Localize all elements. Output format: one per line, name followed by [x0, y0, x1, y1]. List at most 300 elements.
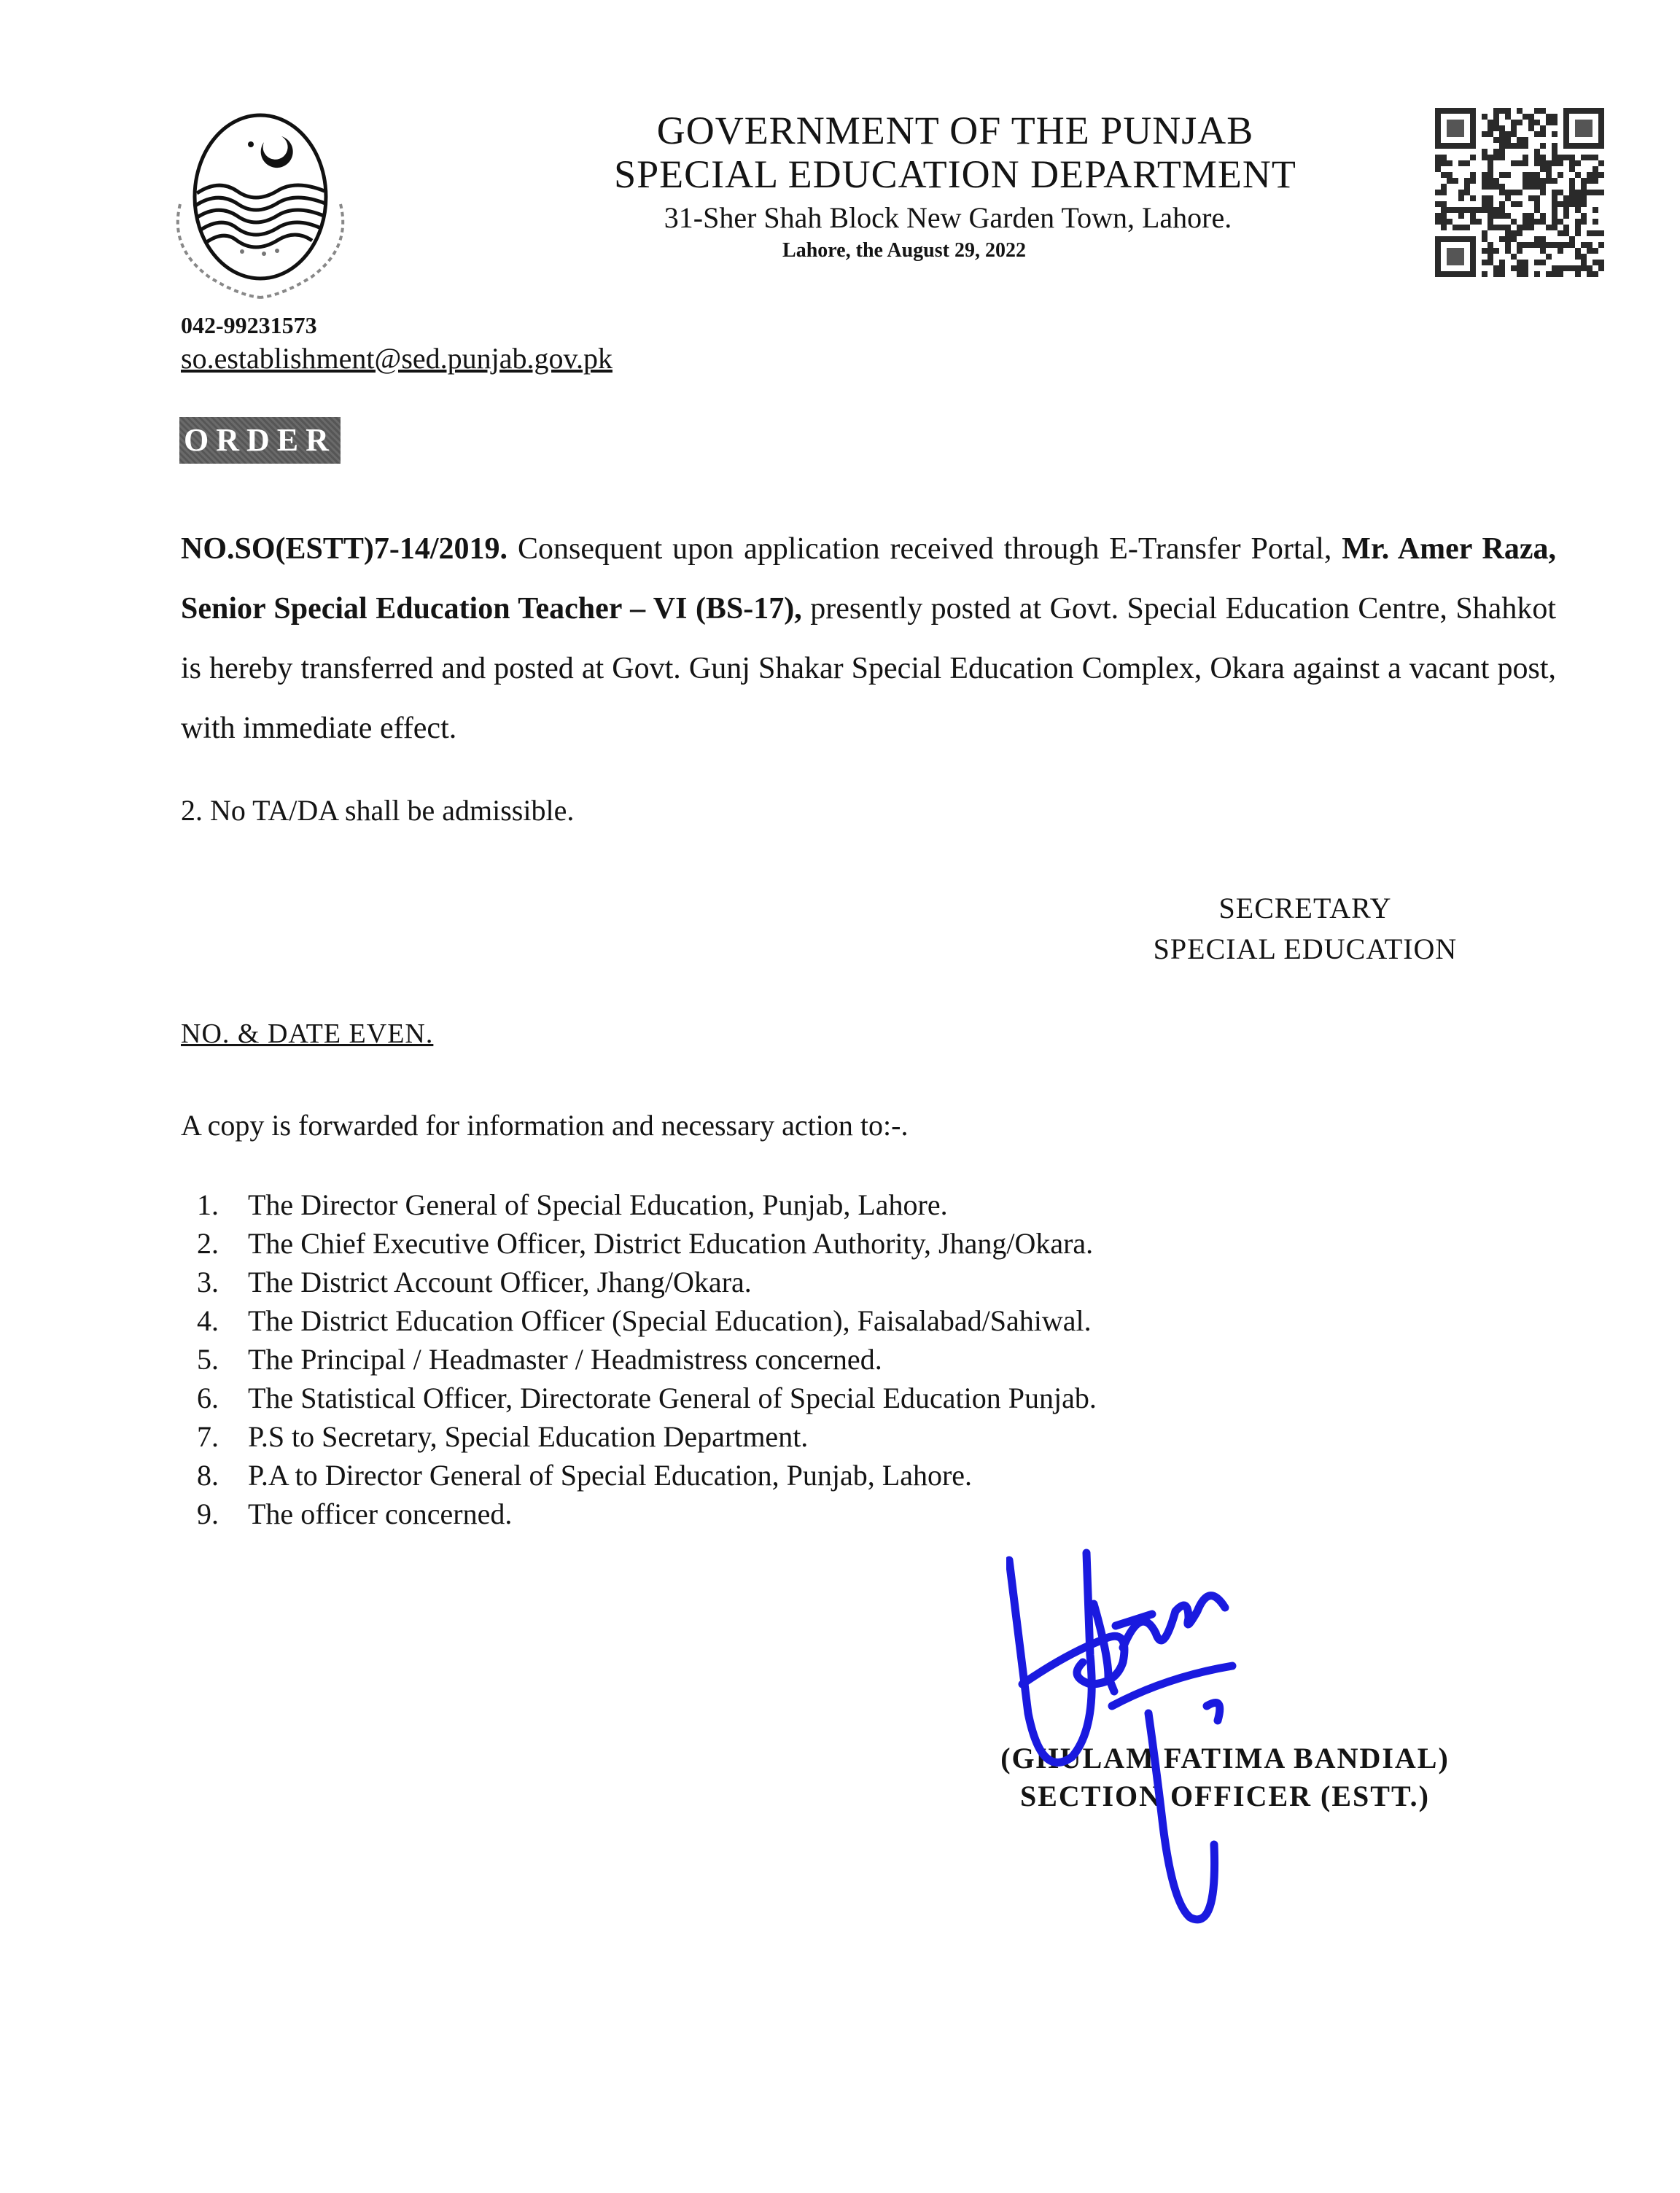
- qr-module: [1499, 143, 1505, 149]
- qr-module: [1575, 201, 1581, 207]
- qr-module: [1517, 225, 1522, 230]
- qr-module: [1540, 213, 1546, 219]
- qr-module: [1563, 230, 1569, 236]
- qr-module: [1575, 265, 1581, 271]
- qr-module: [1464, 184, 1470, 190]
- qr-module: [1540, 160, 1546, 166]
- qr-module: [1587, 248, 1592, 254]
- qr-module: [1563, 201, 1569, 207]
- qr-module: [1522, 225, 1528, 230]
- qr-module: [1517, 271, 1522, 277]
- qr-module: [1499, 131, 1505, 137]
- qr-module: [1552, 160, 1558, 166]
- qr-module: [1493, 184, 1499, 190]
- qr-module: [1552, 195, 1558, 201]
- order-text-details: presently posted at Govt. Special Education Centre, Shahkot is hereby transferred and posted at Govt. Gunj Shakar Special Education Complex, Okara against a vacant post, with immediate effect.: [181, 592, 1556, 745]
- qr-module: [1534, 108, 1540, 114]
- secretary-title: SECRETARY: [1218, 892, 1392, 924]
- qr-module: [1493, 114, 1499, 120]
- qr-module: [1534, 149, 1540, 155]
- qr-module: [1552, 225, 1558, 230]
- qr-module: [1581, 219, 1587, 225]
- qr-module: [1493, 137, 1499, 143]
- list-item: [197, 1224, 1436, 1263]
- qr-module: [1534, 131, 1540, 137]
- qr-module: [1511, 125, 1517, 131]
- list-item-text: P.S to Secretary, Special Education Department.: [248, 1420, 809, 1453]
- qr-module: [1528, 184, 1534, 190]
- qr-module: [1488, 195, 1493, 201]
- list-item: [197, 1456, 1436, 1495]
- qr-module: [1488, 160, 1493, 166]
- qr-module: [1499, 190, 1505, 195]
- qr-module: [1505, 236, 1511, 242]
- qr-module: [1482, 201, 1488, 207]
- qr-module: [1558, 172, 1563, 178]
- qr-module: [1546, 271, 1552, 277]
- qr-module: [1522, 178, 1528, 184]
- qr-module: [1493, 155, 1499, 160]
- qr-module: [1505, 248, 1511, 254]
- qr-module: [1534, 271, 1540, 277]
- qr-module: [1540, 242, 1546, 248]
- qr-module: [1534, 260, 1540, 265]
- department-address: 31-Sher Shah Block New Garden Town, Lahore.: [664, 201, 1232, 234]
- qr-module: [1546, 172, 1552, 178]
- qr-module: [1488, 178, 1493, 184]
- list-item-text: The District Education Officer (Special Education), Faisalabad/Sahiwal.: [248, 1304, 1092, 1337]
- qr-module: [1464, 207, 1470, 213]
- qr-module: [1499, 149, 1505, 155]
- qr-module: [1552, 114, 1558, 120]
- qr-finder-center: [1447, 120, 1464, 137]
- qr-module: [1522, 260, 1528, 265]
- qr-module: [1581, 213, 1587, 219]
- qr-module: [1458, 213, 1464, 219]
- qr-module: [1441, 155, 1447, 160]
- qr-module: [1482, 178, 1488, 184]
- list-item-number: 3.: [197, 1266, 219, 1298]
- qr-module: [1488, 166, 1493, 172]
- qr-module: [1441, 201, 1447, 207]
- qr-finder-center: [1575, 120, 1592, 137]
- qr-module: [1575, 172, 1581, 178]
- qr-module: [1552, 178, 1558, 184]
- qr-module: [1587, 172, 1592, 178]
- qr-module: [1517, 137, 1522, 143]
- qr-module: [1499, 108, 1505, 114]
- qr-module: [1488, 213, 1493, 219]
- qr-module: [1558, 190, 1563, 195]
- signatory-title: SECTION OFFICER (ESTT.): [1019, 1780, 1430, 1812]
- email-link[interactable]: so.establishment@sed.punjab.gov.pk: [181, 342, 612, 375]
- qr-module: [1464, 190, 1470, 195]
- qr-module: [1458, 195, 1464, 201]
- qr-module: [1569, 236, 1575, 242]
- qr-module: [1552, 219, 1558, 225]
- list-item: [197, 1263, 1436, 1301]
- qr-module: [1534, 195, 1540, 201]
- list-item-number: 9.: [197, 1497, 219, 1530]
- qr-module: [1505, 143, 1511, 149]
- qr-module: [1540, 190, 1546, 195]
- qr-module: [1546, 114, 1552, 120]
- qr-module: [1581, 254, 1587, 260]
- signatory-name: (GHULAM FATIMA BANDIAL): [1000, 1742, 1450, 1775]
- government-title: GOVERNMENT OF THE PUNJAB: [656, 109, 1254, 152]
- qr-module: [1528, 114, 1534, 120]
- qr-module: [1493, 149, 1499, 155]
- qr-module: [1540, 108, 1546, 114]
- order-text-intro: Consequent upon application received through E-Transfer Portal,: [508, 532, 1342, 566]
- qr-module: [1488, 242, 1493, 248]
- list-item: [197, 1417, 1436, 1456]
- qr-module: [1517, 143, 1522, 149]
- qr-module: [1482, 248, 1488, 254]
- qr-module: [1592, 248, 1598, 254]
- qr-module: [1435, 190, 1441, 195]
- qr-module: [1482, 131, 1488, 137]
- qr-module: [1546, 166, 1552, 172]
- qr-module: [1569, 160, 1575, 166]
- qr-module: [1452, 225, 1458, 230]
- qr-module: [1575, 190, 1581, 195]
- list-item-text: The officer concerned.: [248, 1497, 513, 1530]
- qr-module: [1511, 236, 1517, 242]
- list-item-text: The Director General of Special Education, Punjab, Lahore.: [248, 1188, 948, 1221]
- qr-module: [1511, 160, 1517, 166]
- qr-module: [1441, 213, 1447, 219]
- list-item-number: 6.: [197, 1382, 219, 1414]
- qr-module: [1447, 207, 1452, 213]
- qr-module: [1534, 155, 1540, 160]
- qr-module: [1581, 201, 1587, 207]
- qr-module: [1499, 172, 1505, 178]
- qr-module: [1458, 225, 1464, 230]
- list-item-number: 2.: [197, 1227, 219, 1260]
- qr-module: [1522, 137, 1528, 143]
- qr-module: [1441, 207, 1447, 213]
- qr-module: [1587, 242, 1592, 248]
- qr-module: [1482, 230, 1488, 236]
- qr-module: [1488, 248, 1493, 254]
- qr-module: [1470, 178, 1476, 184]
- list-item-text: The District Account Officer, Jhang/Okara.: [248, 1266, 752, 1298]
- no-date-even-heading: NO. & DATE EVEN.: [181, 1018, 434, 1049]
- qr-module: [1470, 219, 1476, 225]
- qr-module: [1552, 213, 1558, 219]
- qr-module: [1522, 160, 1528, 166]
- qr-module: [1563, 195, 1569, 201]
- qr-module: [1587, 230, 1592, 236]
- qr-module: [1522, 172, 1528, 178]
- qr-module: [1441, 172, 1447, 178]
- qr-module: [1499, 137, 1505, 143]
- qr-module: [1581, 195, 1587, 201]
- qr-module: [1540, 178, 1546, 184]
- signature-icon: [1006, 1538, 1385, 1947]
- qr-module: [1458, 190, 1464, 195]
- qr-module: [1540, 131, 1546, 137]
- qr-module: [1517, 108, 1522, 114]
- copy-forwarded-intro: A copy is forwarded for information and necessary action to:-.: [181, 1109, 909, 1142]
- qr-module: [1592, 207, 1598, 213]
- order-heading: ORDER: [179, 417, 341, 464]
- qr-module: [1552, 155, 1558, 160]
- qr-module: [1476, 207, 1482, 213]
- qr-module: [1546, 160, 1552, 166]
- qr-module: [1581, 242, 1587, 248]
- qr-module: [1482, 236, 1488, 242]
- qr-module: [1493, 207, 1499, 213]
- qr-module: [1511, 131, 1517, 137]
- qr-module: [1505, 195, 1511, 201]
- employee-designation: Mr. Amer Raza, Senior Special Education Teacher – VI (BS-17),: [181, 532, 1556, 626]
- qr-module: [1482, 149, 1488, 155]
- qr-module: [1517, 242, 1522, 248]
- qr-module: [1569, 184, 1575, 190]
- qr-module: [1534, 120, 1540, 125]
- qr-module: [1563, 207, 1569, 213]
- qr-module: [1447, 160, 1452, 166]
- qr-module: [1598, 160, 1604, 166]
- qr-module: [1482, 184, 1488, 190]
- qr-module: [1522, 114, 1528, 120]
- qr-module: [1488, 207, 1493, 213]
- qr-module: [1435, 166, 1441, 172]
- secretary-department: SPECIAL EDUCATION: [1153, 932, 1458, 965]
- qr-module: [1563, 265, 1569, 271]
- qr-module: [1505, 114, 1511, 120]
- qr-module: [1488, 120, 1493, 125]
- qr-module: [1581, 190, 1587, 195]
- qr-module: [1522, 219, 1528, 225]
- qr-module: [1552, 149, 1558, 155]
- qr-module: [1534, 172, 1540, 178]
- qr-module: [1569, 166, 1575, 172]
- qr-module: [1592, 155, 1598, 160]
- qr-module: [1528, 195, 1534, 201]
- qr-module: [1488, 260, 1493, 265]
- qr-module: [1552, 120, 1558, 125]
- qr-module: [1581, 184, 1587, 190]
- list-item: [197, 1495, 1436, 1533]
- qr-module: [1482, 195, 1488, 201]
- qr-module: [1493, 225, 1499, 230]
- qr-module: [1558, 230, 1563, 236]
- qr-module: [1592, 172, 1598, 178]
- qr-module: [1441, 225, 1447, 230]
- qr-module: [1517, 201, 1522, 207]
- qr-module: [1540, 219, 1546, 225]
- qr-module: [1546, 178, 1552, 184]
- qr-module: [1499, 184, 1505, 190]
- list-item: [197, 1340, 1436, 1379]
- qr-module: [1458, 160, 1464, 166]
- qr-module: [1598, 260, 1604, 265]
- qr-module: [1534, 219, 1540, 225]
- qr-module: [1552, 143, 1558, 149]
- qr-module: [1575, 160, 1581, 166]
- qr-module: [1540, 143, 1546, 149]
- qr-module: [1575, 248, 1581, 254]
- qr-module: [1511, 201, 1517, 207]
- qr-module: [1558, 242, 1563, 248]
- department-title: SPECIAL EDUCATION DEPARTMENT: [614, 152, 1296, 196]
- qr-module: [1546, 120, 1552, 125]
- qr-module: [1558, 201, 1563, 207]
- qr-module: [1505, 108, 1511, 114]
- qr-module: [1435, 155, 1441, 160]
- qr-module: [1499, 125, 1505, 131]
- qr-module: [1493, 213, 1499, 219]
- qr-module: [1499, 260, 1505, 265]
- qr-module: [1534, 242, 1540, 248]
- qr-module: [1499, 225, 1505, 230]
- qr-module: [1540, 260, 1546, 265]
- qr-module: [1528, 242, 1534, 248]
- qr-module: [1505, 137, 1511, 143]
- qr-module: [1540, 248, 1546, 254]
- qr-module: [1598, 190, 1604, 195]
- qr-module: [1575, 219, 1581, 225]
- qr-module: [1493, 178, 1499, 184]
- qr-module: [1505, 213, 1511, 219]
- qr-module: [1470, 172, 1476, 178]
- qr-module: [1587, 178, 1592, 184]
- qr-module: [1452, 207, 1458, 213]
- qr-module: [1546, 242, 1552, 248]
- qr-module: [1575, 230, 1581, 236]
- order-paragraph-2: 2. No TA/DA shall be admissible.: [181, 794, 575, 827]
- list-item-text: The Statistical Officer, Directorate General of Special Education Punjab.: [248, 1382, 1097, 1414]
- qr-module: [1528, 120, 1534, 125]
- qr-module: [1499, 155, 1505, 160]
- qr-module: [1534, 201, 1540, 207]
- qr-module: [1470, 207, 1476, 213]
- qr-module: [1540, 236, 1546, 242]
- qr-module: [1511, 190, 1517, 195]
- qr-module: [1482, 260, 1488, 265]
- qr-module: [1581, 155, 1587, 160]
- qr-module: [1488, 155, 1493, 160]
- qr-module: [1569, 242, 1575, 248]
- qr-module: [1441, 219, 1447, 225]
- qr-module: [1534, 184, 1540, 190]
- qr-module: [1499, 271, 1505, 277]
- qr-module: [1540, 184, 1546, 190]
- qr-module: [1575, 254, 1581, 260]
- qr-code-icon: [1435, 108, 1604, 277]
- qr-module: [1493, 125, 1499, 131]
- qr-module: [1592, 166, 1598, 172]
- list-item: [197, 1185, 1436, 1224]
- order-paragraph: [181, 519, 1556, 758]
- qr-module: [1511, 143, 1517, 149]
- qr-module: [1499, 207, 1505, 213]
- qr-module: [1522, 242, 1528, 248]
- qr-module: [1598, 172, 1604, 178]
- qr-module: [1517, 260, 1522, 265]
- qr-module: [1581, 260, 1587, 265]
- qr-module: [1499, 236, 1505, 242]
- qr-module: [1493, 120, 1499, 125]
- qr-module: [1488, 219, 1493, 225]
- qr-module: [1488, 201, 1493, 207]
- qr-module: [1540, 125, 1546, 131]
- qr-module: [1488, 131, 1493, 137]
- qr-module: [1581, 178, 1587, 184]
- qr-module: [1488, 172, 1493, 178]
- qr-module: [1552, 131, 1558, 137]
- qr-module: [1464, 160, 1470, 166]
- qr-module: [1482, 172, 1488, 178]
- qr-module: [1598, 242, 1604, 248]
- qr-module: [1511, 265, 1517, 271]
- qr-module: [1558, 265, 1563, 271]
- qr-module: [1470, 195, 1476, 201]
- qr-module: [1499, 201, 1505, 207]
- qr-module: [1552, 207, 1558, 213]
- qr-module: [1569, 178, 1575, 184]
- qr-module: [1587, 190, 1592, 195]
- list-item-text: The Chief Executive Officer, District Education Authority, Jhang/Okara.: [248, 1227, 1094, 1260]
- qr-module: [1517, 120, 1522, 125]
- list-item-number: 1.: [197, 1188, 219, 1221]
- qr-module: [1488, 225, 1493, 230]
- qr-module: [1552, 265, 1558, 271]
- qr-module: [1511, 120, 1517, 125]
- qr-module: [1447, 178, 1452, 184]
- qr-module: [1505, 172, 1511, 178]
- qr-module: [1517, 265, 1522, 271]
- qr-module: [1598, 230, 1604, 236]
- list-item-number: 8.: [197, 1459, 219, 1492]
- qr-module: [1511, 230, 1517, 236]
- qr-module: [1563, 155, 1569, 160]
- qr-module: [1511, 219, 1517, 225]
- qr-module: [1522, 265, 1528, 271]
- qr-module: [1563, 225, 1569, 230]
- list-item-number: 5.: [197, 1343, 219, 1376]
- list-item-text: P.A to Director General of Special Education, Punjab, Lahore.: [248, 1459, 973, 1492]
- qr-module: [1558, 219, 1563, 225]
- qr-module: [1522, 184, 1528, 190]
- qr-module: [1592, 260, 1598, 265]
- qr-module: [1517, 190, 1522, 195]
- qr-module: [1511, 254, 1517, 260]
- qr-module: [1464, 178, 1470, 184]
- qr-module: [1517, 160, 1522, 166]
- qr-module: [1441, 184, 1447, 190]
- qr-module: [1552, 201, 1558, 207]
- qr-module: [1558, 271, 1563, 277]
- qr-module: [1522, 271, 1528, 277]
- qr-module: [1470, 213, 1476, 219]
- qr-module: [1581, 265, 1587, 271]
- qr-module: [1528, 219, 1534, 225]
- qr-module: [1441, 160, 1447, 166]
- qr-module: [1552, 271, 1558, 277]
- qr-module: [1569, 195, 1575, 201]
- qr-module: [1441, 190, 1447, 195]
- qr-module: [1575, 225, 1581, 230]
- qr-module: [1488, 184, 1493, 190]
- qr-module: [1528, 178, 1534, 184]
- qr-module: [1587, 265, 1592, 271]
- qr-module: [1552, 190, 1558, 195]
- punjab-emblem-icon: [162, 102, 359, 299]
